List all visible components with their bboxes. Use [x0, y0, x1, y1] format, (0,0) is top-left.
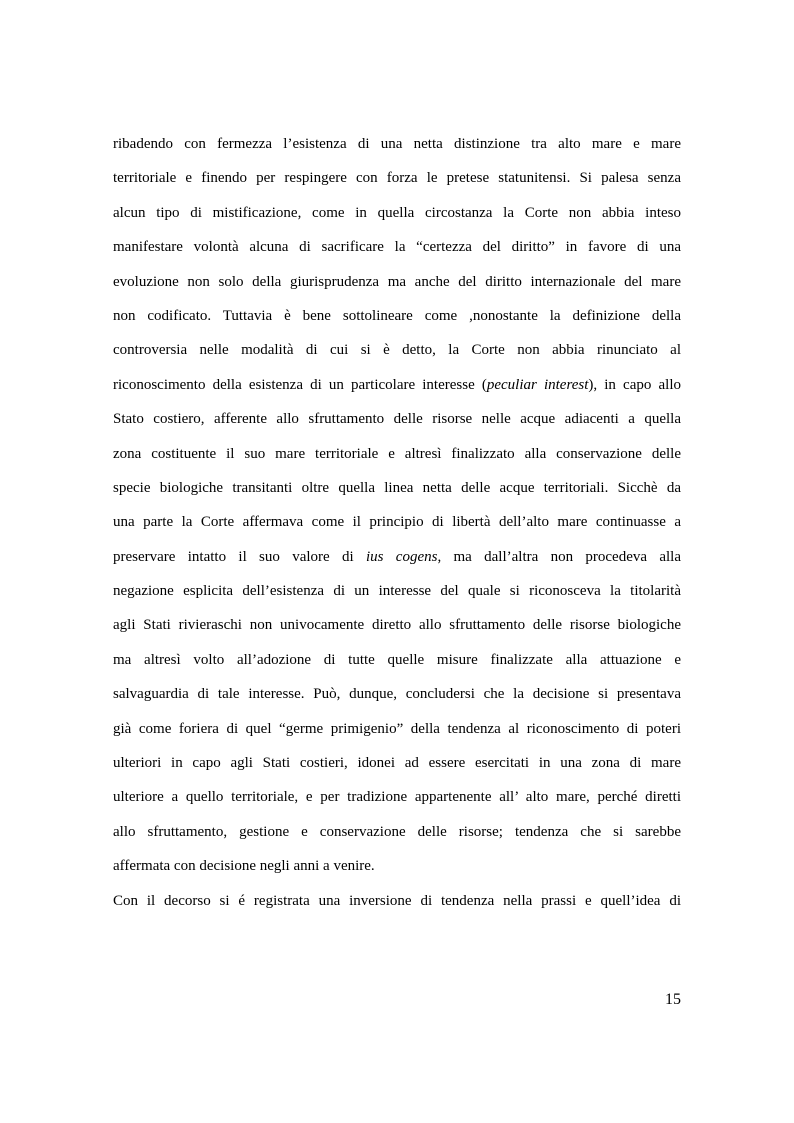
text-line: negazione esplicita dell’esistenza di un interesse del quale si riconosceva la titolarità: [113, 583, 681, 600]
text-line: evoluzione non solo della giurisprudenza ma anche del diritto internazionale del mare: [113, 273, 681, 290]
text-run: , ma dall’altra non procedeva alla: [437, 548, 681, 565]
text-line: non codificato. Tuttavia è bene sottolineare come ,nonostante la definizione della: [113, 307, 681, 324]
text-run: riconoscimento della esistenza di un particolare interesse (: [113, 376, 487, 393]
text-line: già come foriera di quel “germe primigenio” della tendenza al riconoscimento di poteri: [113, 720, 681, 737]
italic-term: ius cogens: [365, 548, 438, 565]
text-line: ulteriore a quello territoriale, e per tradizione appartenente all’ alto mare, perché diretti: [113, 789, 681, 806]
text-line: Stato costiero, afferente allo sfruttamento delle risorse nelle acque adiacenti a quella: [113, 411, 681, 428]
text-line: ribadendo con fermezza l’esistenza di una netta distinzione tra alto mare e mare: [113, 136, 681, 152]
text-line: territoriale e finendo per respingere con forza le pretese statunitensi. Si palesa senza: [113, 170, 681, 187]
page-number: 15: [665, 991, 681, 1008]
text-line: [113, 371, 681, 405]
text-line: specie biologiche transitanti oltre quella linea netta delle acque territoriali. Sicchè da: [113, 479, 681, 496]
text-line: affermata con decisione negli anni a venire.: [113, 858, 375, 875]
text-line: manifestare volontà alcuna di sacrificare la “certezza del diritto” in favore di una: [113, 239, 681, 256]
body-text: [113, 130, 681, 921]
text-line: Con il decorso si é registrata una inversione di tendenza nella prassi e quell’idea di: [113, 892, 681, 909]
text-line: [113, 543, 681, 577]
text-run: ), in capo allo: [588, 376, 681, 393]
text-line: ulteriori in capo agli Stati costieri, idonei ad essere esercitati in una zona di mare: [113, 755, 681, 772]
text-line: una parte la Corte affermava come il principio di libertà dell’alto mare continuasse a: [113, 514, 681, 531]
italic-term: peculiar interest: [486, 376, 589, 393]
text-line: salvaguardia di tale interesse. Può, dunque, concludersi che la decisione si presentava: [113, 686, 681, 703]
text-run: preservare intatto il suo valore di: [113, 548, 366, 565]
text-line: zona costituente il suo mare territoriale e altresì finalizzato alla conservazione delle: [113, 445, 681, 462]
text-line: ma altresì volto all’adozione di tutte quelle misure finalizzate alla attuazione e: [113, 651, 681, 668]
text-line: controversia nelle modalità di cui si è detto, la Corte non abbia rinunciato al: [113, 342, 681, 359]
text-line: allo sfruttamento, gestione e conservazione delle risorse; tendenza che si sarebbe: [113, 823, 681, 840]
text-line: alcun tipo di mistificazione, come in quella circostanza la Corte non abbia inteso: [113, 204, 681, 221]
text-line: agli Stati rivieraschi non univocamente diretto allo sfruttamento delle risorse biologiche: [113, 617, 681, 634]
